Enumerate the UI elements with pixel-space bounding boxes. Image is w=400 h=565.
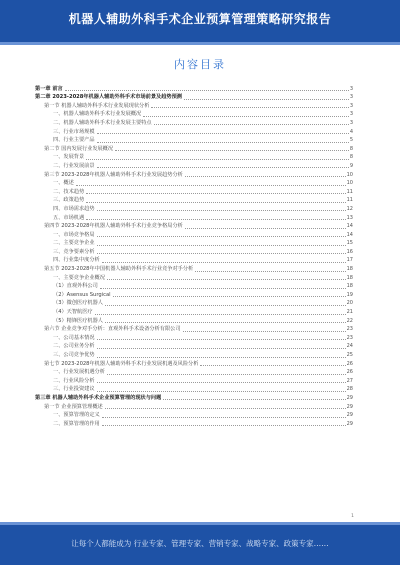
- toc-entry[interactable]: [35, 256, 353, 265]
- toc-entry[interactable]: [35, 333, 353, 342]
- toc-entry-title: （3）微创医疗机器人: [53, 300, 103, 307]
- toc-entry-title: 五、市场机遇: [53, 214, 85, 221]
- toc-entry[interactable]: [35, 93, 353, 102]
- toc-entry[interactable]: [35, 187, 353, 196]
- toc-entry-page: 23: [346, 334, 353, 341]
- toc-entry[interactable]: [35, 264, 353, 273]
- toc-entry-page: 17: [346, 257, 353, 264]
- toc-leader-dots: [107, 374, 346, 375]
- toc-entry-page: 10: [346, 180, 353, 187]
- toc-entry-title: 二、预算管理的作用: [53, 420, 100, 427]
- toc-entry-page: 18: [346, 274, 353, 281]
- toc-entry[interactable]: [35, 282, 353, 291]
- toc-leader-dots: [184, 99, 349, 100]
- toc-leader-dots: [97, 142, 349, 143]
- footer-slogan: 让每个人都能成为 行业专家、管理专家、营销专家、战略专家、政策专家……: [71, 539, 329, 548]
- toc-heading: 内容目录: [174, 58, 226, 71]
- toc-leader-dots: [97, 167, 349, 168]
- toc-entry-title: 一、公司基本情况: [53, 334, 95, 341]
- toc-leader-dots: [105, 305, 346, 306]
- toc-entry-title: 二、主要竞争企业: [53, 240, 95, 247]
- toc-entry[interactable]: [35, 307, 353, 316]
- toc-entry-title: 三、行业市场规模: [53, 128, 95, 135]
- toc-entry-title: 二、行业发展前景: [53, 162, 95, 169]
- toc-entry-page: 11: [346, 188, 353, 195]
- toc-entry-page: 29: [346, 394, 353, 401]
- table-of-contents: [35, 84, 353, 428]
- toc-leader-dots: [97, 236, 346, 237]
- toc-entry[interactable]: [35, 110, 353, 119]
- toc-entry-page: 29: [346, 403, 353, 410]
- toc-entry-title: 四、行业集中度分析: [53, 257, 100, 264]
- toc-entry-page: 18: [346, 266, 353, 273]
- toc-entry[interactable]: [35, 196, 353, 205]
- toc-leader-dots: [65, 90, 349, 91]
- toc-entry-page: 4: [349, 128, 353, 135]
- toc-entry-page: 29: [346, 420, 353, 427]
- toc-entry-title: 第六节 企业竞争对手分析：直观外科手术设备分析有限公司: [44, 326, 181, 333]
- toc-entry-page: 12: [346, 205, 353, 212]
- toc-entry-page: 18: [346, 283, 353, 290]
- toc-entry[interactable]: [35, 273, 353, 282]
- toc-leader-dots: [97, 348, 346, 349]
- toc-entry[interactable]: [35, 402, 353, 411]
- toc-entry[interactable]: [35, 393, 353, 402]
- toc-leader-dots: [105, 408, 346, 409]
- toc-entry-title: 第一节 机器人辅助外科手术行业发展现状分析: [44, 102, 150, 109]
- toc-leader-dots: [151, 107, 348, 108]
- report-title: 机器人辅助外科手术企业预算管理策略研究报告: [68, 12, 332, 26]
- toc-leader-dots: [195, 271, 345, 272]
- toc-entry-page: 3: [349, 94, 353, 101]
- toc-leader-dots: [154, 124, 349, 125]
- toc-entry-title: 一、主要竞争企业概况: [53, 274, 105, 281]
- toc-entry-page: 26: [346, 360, 353, 367]
- toc-entry-title: 二、公司业务分析: [53, 343, 95, 350]
- toc-entry[interactable]: [35, 316, 353, 325]
- toc-entry-page: 5: [349, 137, 353, 144]
- toc-entry[interactable]: [35, 101, 353, 110]
- toc-entry-title: （4）天智航医疗: [53, 309, 93, 316]
- toc-entry-title: 第三章 机器人辅助外科手术企业预算管理的现状与问题: [35, 394, 162, 401]
- page-number: 1: [351, 514, 354, 519]
- toc-entry-page: 8: [349, 154, 353, 161]
- toc-entry-title: 第七节 2023-2028年机器人辅助外科手术行业发展机遇及风险分析: [44, 360, 199, 367]
- toc-entry-title: 三、竞争要素分析: [53, 248, 95, 255]
- toc-entry-page: 16: [346, 248, 353, 255]
- toc-entry[interactable]: [35, 419, 353, 428]
- toc-entry[interactable]: [35, 213, 353, 222]
- toc-leader-dots: [183, 331, 346, 332]
- toc-entry[interactable]: [35, 127, 353, 136]
- toc-leader-dots: [185, 228, 346, 229]
- toc-entry-page: 14: [346, 223, 353, 230]
- toc-entry-title: 第五节 2023-2028年中国机器人辅助外科手术行业竞争对手分析: [44, 266, 194, 273]
- toc-entry-title: 第一章 前言: [35, 85, 63, 92]
- toc-entry-page: 21: [346, 309, 353, 316]
- toc-leader-dots: [97, 253, 346, 254]
- toc-entry-title: （2）Asensus Surgical: [53, 291, 111, 298]
- toc-entry-page: 22: [346, 317, 353, 324]
- toc-entry-title: 一、行业发展机遇分析: [53, 369, 105, 376]
- toc-leader-dots: [200, 365, 345, 366]
- toc-entry-title: （1）直观外科公司: [53, 283, 98, 290]
- toc-entry-title: 一、发展背景: [53, 154, 85, 161]
- toc-leader-dots: [97, 210, 346, 211]
- toc-entry-page: 3: [349, 85, 353, 92]
- toc-entry-title: 第一节 企业预算管理概述: [44, 403, 103, 410]
- toc-leader-dots: [95, 314, 346, 315]
- toc-leader-dots: [102, 425, 346, 426]
- toc-leader-dots: [97, 245, 346, 246]
- toc-leader-dots: [86, 202, 345, 203]
- toc-entry-page: 25: [346, 352, 353, 358]
- toc-entry-page: 19: [346, 291, 353, 298]
- toc-entry-title: 一、预算管理的定义: [53, 412, 100, 419]
- toc-entry-title: 第三节 2023-2028年机器人辅助外科手术行业发展趋势分析: [44, 171, 183, 178]
- toc-leader-dots: [107, 279, 346, 280]
- toc-entry[interactable]: [35, 350, 353, 359]
- toc-entry-title: 一、市场竞争格局: [53, 231, 95, 238]
- toc-entry[interactable]: [35, 376, 353, 385]
- report-footer: [0, 525, 400, 565]
- toc-entry-page: 29: [346, 412, 353, 419]
- toc-leader-dots: [97, 133, 349, 134]
- toc-entry-title: 一、概述: [53, 180, 74, 187]
- toc-entry[interactable]: [35, 299, 353, 308]
- toc-entry-page: 26: [346, 369, 353, 376]
- toc-entry[interactable]: [35, 222, 353, 231]
- toc-entry-title: 二、机器人辅助外科手术行业发展主要特点: [53, 119, 152, 126]
- toc-entry-title: 第二章 2023-2028年机器人辅助外科手术市场前景及趋势预测: [35, 94, 182, 101]
- toc-entry[interactable]: [35, 247, 353, 256]
- toc-entry-title: （5）精锋医疗机器人: [53, 317, 103, 324]
- toc-entry-title: 二、行业风险分析: [53, 377, 95, 384]
- toc-entry[interactable]: [35, 368, 353, 377]
- toc-leader-dots: [115, 150, 349, 151]
- toc-entry-page: 3: [349, 111, 353, 118]
- toc-leader-dots: [97, 357, 346, 358]
- toc-entry[interactable]: [35, 239, 353, 248]
- toc-entry[interactable]: [35, 342, 353, 351]
- toc-entry-title: 第四节 2023-2028年机器人辅助外科手术行业竞争格局分析: [44, 223, 183, 230]
- toc-entry[interactable]: [35, 144, 353, 153]
- toc-leader-dots: [86, 193, 345, 194]
- toc-entry-page: 3: [349, 102, 353, 109]
- toc-entry[interactable]: [35, 290, 353, 299]
- toc-entry-page: 28: [346, 386, 353, 393]
- toc-leader-dots: [97, 391, 346, 392]
- toc-entry-title: 第二节 国内发展行业发展概况: [44, 145, 114, 152]
- toc-entry-title: 三、行业投资建议: [53, 386, 95, 393]
- toc-leader-dots: [102, 262, 346, 263]
- toc-entry-title: 四、行业主要产品: [53, 137, 95, 144]
- toc-entry-title: 三、政策趋势: [53, 197, 85, 204]
- toc-entry-title: 一、机器人辅助外科手术行业发展概况: [53, 111, 142, 118]
- toc-entry-page: 9: [349, 162, 353, 169]
- toc-entry-title: 四、市场需求趋势: [53, 205, 95, 212]
- toc-entry[interactable]: [35, 118, 353, 127]
- toc-entry[interactable]: [35, 179, 353, 188]
- toc-entry-page: 8: [349, 145, 353, 152]
- toc-entry[interactable]: [35, 385, 353, 394]
- toc-entry[interactable]: [35, 161, 353, 170]
- toc-entry-page: 13: [346, 214, 353, 221]
- toc-leader-dots: [102, 417, 346, 418]
- toc-leader-dots: [163, 399, 345, 400]
- toc-entry[interactable]: [35, 170, 353, 179]
- toc-entry[interactable]: [35, 84, 353, 93]
- toc-leader-dots: [143, 116, 349, 117]
- toc-entry-title: 二、技术趋势: [53, 188, 85, 195]
- toc-entry[interactable]: [35, 325, 353, 334]
- toc-entry[interactable]: [35, 359, 353, 368]
- toc-leader-dots: [185, 176, 346, 177]
- toc-entry[interactable]: [35, 136, 353, 145]
- toc-entry[interactable]: [35, 411, 353, 420]
- toc-leader-dots: [113, 296, 346, 297]
- toc-entry-page: 10: [346, 171, 353, 178]
- toc-leader-dots: [86, 159, 349, 160]
- report-header: [0, 0, 400, 42]
- toc-leader-dots: [100, 288, 346, 289]
- toc-entry-page: 23: [346, 326, 353, 333]
- toc-entry-page: 15: [346, 240, 353, 247]
- toc-entry-page: 24: [346, 343, 353, 350]
- toc-leader-dots: [86, 219, 345, 220]
- toc-leader-dots: [105, 322, 346, 323]
- toc-leader-dots: [97, 339, 346, 340]
- toc-entry[interactable]: [35, 230, 353, 239]
- toc-entry-title: 三、公司竞争优势: [53, 352, 95, 358]
- toc-entry-page: 14: [346, 231, 353, 238]
- toc-entry[interactable]: [35, 204, 353, 213]
- toc-entry-page: 11: [346, 197, 353, 204]
- toc-entry-page: 3: [349, 119, 353, 126]
- toc-leader-dots: [97, 382, 346, 383]
- toc-entry-page: 27: [346, 377, 353, 384]
- toc-entry-page: 20: [346, 300, 353, 307]
- toc-entry[interactable]: [35, 153, 353, 162]
- toc-leader-dots: [76, 185, 346, 186]
